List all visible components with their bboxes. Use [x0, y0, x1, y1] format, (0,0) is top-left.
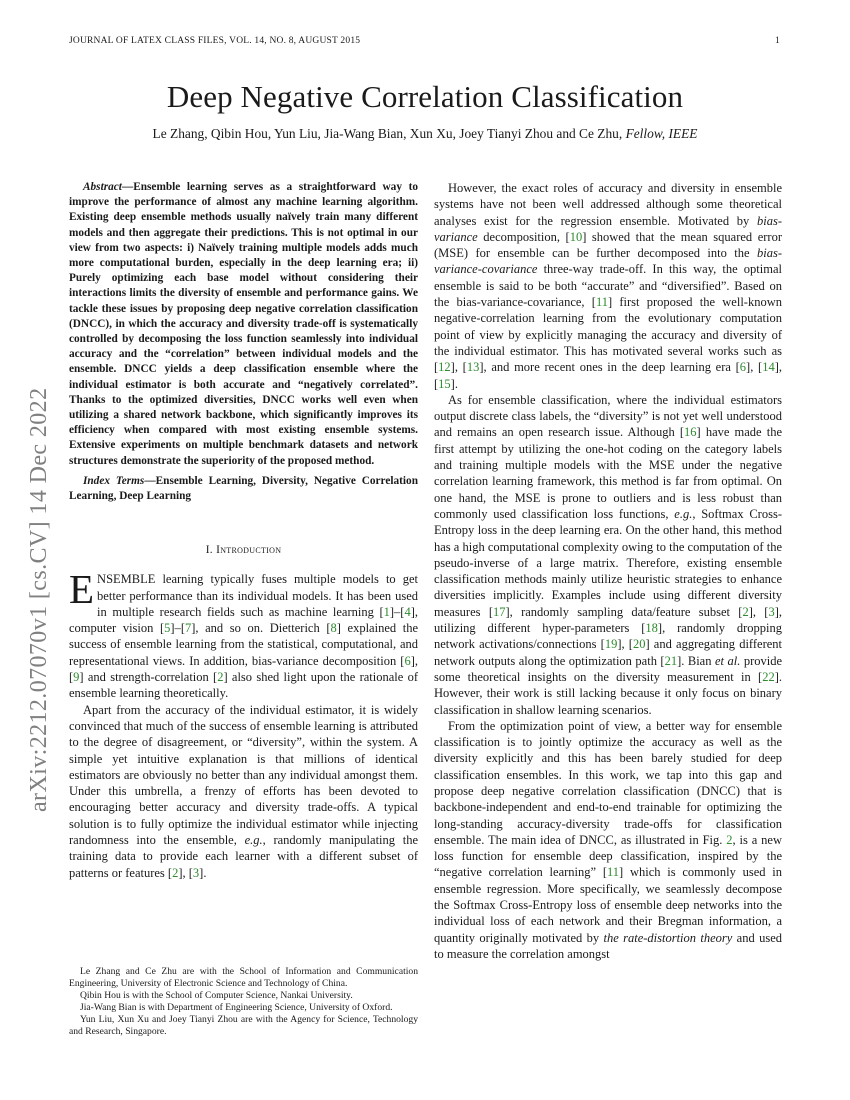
text-run: ], [ [748, 604, 769, 619]
citation-link[interactable]: 11 [606, 865, 620, 880]
citation-link[interactable]: 11 [595, 295, 608, 310]
text-run: ] first proposed the well-known negative-correlation learning from the evolutionary computation point of view by explicitly managing the accuracy and diversity of the individual estimator. This has motivated several works such as [ [434, 295, 782, 375]
text-run: ] and aggregating different network outputs along the optimization path [ [434, 637, 783, 668]
text-run: ] have made the first attempt by utilizing the one-hot coding on the category labels and training multiple models with the MSE under the negative correlation learning framework, this method is far from optimal. On one hand, the MSE is prone to outliers and is less robust than commonly used classification loss functions, [434, 425, 782, 521]
text-run-italic: et al. [714, 653, 741, 668]
text-run: ]. However, their work is still lacking because it only focus on binary classification in shallow learning scenarios. [434, 669, 782, 717]
citation-link[interactable]: 8 [330, 621, 337, 636]
section-heading [69, 544, 418, 556]
abstract [69, 180, 418, 469]
text-run: provide some theoretical insights on the diversity measurement in [ [434, 653, 782, 684]
text-run: , Softmax Cross-Entropy loss in the deep learning era. On the other hand, this method has a high computational complexity owing to the computation of the pseudo-inverse of a large matrix. Therefore, existing ensemble classification methods mainly utilize heuristic strategies to enhance diversities implicitly. Examples include using different diversity measures [ [434, 506, 782, 619]
drop-cap: E [69, 566, 95, 613]
citation-link[interactable]: 3 [192, 865, 200, 880]
intro-paragraph-3 [434, 180, 782, 392]
citation-link[interactable]: 19 [604, 637, 618, 652]
citation-link[interactable]: 6 [739, 360, 747, 375]
text-run: ] showed that the mean squared error (MSE) for ensemble can be further decomposed into the [434, 229, 782, 261]
citation-link[interactable]: 9 [73, 670, 80, 685]
author-fellow: Fellow, IEEE [625, 126, 698, 141]
footnote: Le Zhang and Ce Zhu are with the School of Information and Communication Engineering, University of Electronic Science and Technology of China. [69, 966, 418, 990]
text-run: ] and strength-correlation [ [79, 670, 218, 685]
text-run: ], and more recent ones in the deep learning era [ [479, 360, 740, 375]
citation-link[interactable]: 7 [184, 621, 192, 636]
citation-link[interactable]: 6 [404, 653, 411, 668]
citation-link[interactable]: 18 [645, 621, 658, 636]
text-run: ]–[ [170, 621, 185, 636]
text-run: ], utilizing different hyper-parameters [ [434, 604, 782, 636]
text-run: three-way trade-off. In this way, the optimal ensemble is said to be both “accurate” and “diversified”. Based on the bias-variance-covariance, [ [434, 262, 782, 310]
footnote: Yun Liu, Xun Xu and Joey Tianyi Zhou are with the Agency for Science, Technology and Research, Singapore. [69, 1014, 418, 1038]
running-header: JOURNAL OF LATEX CLASS FILES, VOL. 14, NO. 8, AUGUST 2015 [69, 36, 361, 46]
text-run: ] which is commonly used in ensemble regression. More specifically, we seamlessly decompose the Softmax Cross-Entropy loss of ensemble deep networks into the individual loss of each network and their Bregman information, a quantity originally motivated by [434, 865, 782, 945]
text-run: , is a new loss function for ensemble deep classification, inspired by the “negative correlation learning” [ [434, 832, 782, 880]
arxiv-stamp-text: arXiv:2212.07070v1 [cs.CV] 14 Dec 2022 [26, 387, 52, 812]
text-run: ]–[ [389, 604, 405, 619]
text-run: However, the exact roles of accuracy and diversity in ensemble systems have not been well addressed although some theoretical analyses exist for the regression ensemble. Motivated by [434, 181, 782, 228]
text-run: From the optimization point of view, a better way for ensemble classification is to jointly optimize the accuracy as well as the diversity explicitly and this has been barely studied for deep classification ensembles. In this work, we tap into this gap and propose deep negative correlation classification (DNCC) that is backbone-independent and end-to-end trainable for optimizing the long-standing accuracy-diversity trade-offs for classification ensemble. The main idea of DNCC, as illustrated in Fig. [434, 718, 782, 847]
citation-link[interactable]: 2 [742, 604, 749, 619]
text-run: and used to measure the correlation amongst [434, 930, 782, 961]
citation-link[interactable]: 2 [172, 865, 179, 880]
text-run: ]. [450, 376, 458, 391]
text-run: ], randomly sampling data/feature subset [ [505, 604, 743, 619]
abstract-lead: Abstract [83, 181, 122, 193]
intro-paragraph-5 [434, 718, 782, 962]
text-run: ], [ [746, 360, 763, 375]
citation-link[interactable]: 13 [466, 360, 480, 375]
intro-paragraph-2 [69, 702, 418, 881]
footnote: Jia-Wang Bian is with Department of Engineering Science, University of Oxford. [80, 1002, 393, 1014]
left-column [69, 180, 418, 881]
text-run: ], [ [69, 653, 418, 685]
citation-link[interactable]: 20 [632, 637, 646, 652]
index-terms-lead: Index Terms [83, 474, 145, 487]
citation-link[interactable]: 14 [762, 360, 775, 375]
citation-link[interactable]: 21 [664, 653, 678, 668]
citation-link[interactable]: 15 [438, 376, 451, 391]
arxiv-stamp [22, 292, 56, 812]
text-run: ], [ [617, 637, 633, 652]
text-run: As for ensemble classification, where the individual estimators output discrete class labels, the “diversity” is not yet well understood and remains an open research issue. Although [ [434, 392, 782, 440]
page-number: 1 [775, 36, 780, 46]
intro-paragraph-1 [69, 566, 418, 701]
abstract-text: —Ensemble learning serves as a straightforward way to improve the performance of almost any machine learning algorithm. Existing deep ensemble methods usually naïvely train many different models and then aggregate their predictions. This is not optimal in our view from two aspects: i) Naïvely training multiple models adds much more computational burden, especially in the deep learning era; ii) Purely optimizing each base model without considering their interactions limits the diversity of ensemble and performance gains. We tackle these issues by proposing deep negative correlation classification (DNCC), in which the accuracy and diversity trade-off is systematically controlled by decomposing the loss function seamlessly into individual accuracy and the “correlation” between individual models and the ensemble. DNCC yields a deep classification ensemble where the individual estimator is both accurate and “negatively correlated”. Thanks to the optimized diversities, DNCC works well even when utilizing a shared network backbone, which significantly improves its efficiency when compared with most existing ensemble systems. Extensive experiments on multiple benchmark datasets and network structures demonstrate the superiority of the proposed method. [69, 181, 418, 467]
text-run-italic: bias-variance [434, 213, 782, 244]
text-run-italic: the rate-distortion theory [603, 930, 733, 945]
text-run: ], [ [434, 360, 782, 391]
text-run: ]. Bian [677, 653, 715, 668]
index-terms-text: —Ensemble Learning, Diversity, Negative Correlation Learning, Deep Learning [69, 474, 418, 503]
citation-link[interactable]: 1 [383, 604, 390, 619]
section-number: I. [205, 544, 217, 557]
paper-title: Deep Negative Correlation Classification [166, 79, 684, 114]
citation-link[interactable]: 2 [217, 670, 224, 685]
citation-link[interactable]: 10 [569, 229, 583, 244]
citation-link[interactable]: 22 [762, 669, 775, 684]
figure-link[interactable]: 2 [726, 832, 733, 847]
text-run: ], computer vision [ [69, 604, 418, 636]
text-run: ] explained the success of ensemble learning from the statistical, computational, and representational views. In addition, bias-variance decomposition [ [69, 621, 418, 668]
text-run-italic: e.g. [244, 833, 263, 848]
author-names: Le Zhang, Qibin Hou, Yun Liu, Jia-Wang Bian, Xun Xu, Joey Tianyi Zhou and Ce Zhu, [152, 126, 623, 141]
text-run: ] also shed light upon the rationale of ensemble learning theoretically. [69, 670, 418, 701]
text-run-italic: bias-variance-covariance [434, 246, 782, 277]
footnotes [69, 966, 418, 1039]
right-column [434, 180, 782, 962]
text-run: ], [ [450, 360, 467, 375]
footnote: Qibin Hou is with the School of Computer Science, Nankai University. [80, 990, 353, 1002]
author-list [0, 126, 850, 142]
text-run: Apart from the accuracy of the individual estimator, it is widely convinced that much of the success of ensemble learning is attributed to the degree of disagreement, or “diversity”, within the system. A simple yet intuitive explanation is that millions of identical estimators are obviously no better than any individual amongst them. Under this umbrella, a frenzy of efforts has been devoted to encouraging better accuracy and diversity trade-offs. A typical solution is to fully optimize the individual estimator while injecting randomness into the ensemble, [69, 702, 418, 848]
intro-paragraph-4 [434, 392, 782, 718]
citation-link[interactable]: 4 [404, 604, 411, 619]
text-run: ], and so on. Dietterich [ [191, 621, 331, 636]
text-run-italic: e.g. [674, 506, 693, 521]
section-title: Introduction [216, 544, 282, 557]
citation-link[interactable]: 17 [492, 604, 506, 619]
text-run: ], [ [178, 865, 193, 880]
citation-link[interactable]: 5 [164, 621, 171, 636]
text-run: decomposition, [ [477, 229, 570, 244]
citation-link[interactable]: 12 [438, 360, 451, 375]
text-run: NSEMBLE learning typically fuses multiple models to get better performance than its individual models. It has been used in multiple research fields such as machine learning [ [97, 572, 418, 619]
text-run: , randomly manipulating the training data to provide each learner with a different subset of patterns or features [ [69, 833, 418, 880]
citation-link[interactable]: 16 [684, 425, 697, 440]
text-run: ]. [199, 865, 207, 880]
index-terms [69, 474, 418, 504]
citation-link[interactable]: 3 [768, 604, 775, 619]
text-run: ], randomly dropping network activations/connections [ [434, 621, 782, 652]
